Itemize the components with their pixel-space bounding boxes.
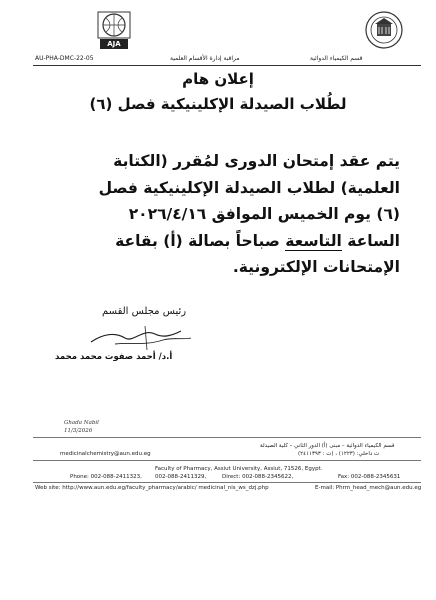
footer-divider-top: [33, 437, 421, 438]
footer-fax: Fax: 002-088-2345631: [338, 474, 401, 480]
footer-address-arabic: قسم الكيمياء الدوائية – مبنى (أ) الدور الثاني – كلية الصيدلة: [260, 443, 395, 449]
time-prefix: الساعة: [347, 231, 400, 250]
notice-body: [34, 148, 400, 281]
time-word-underlined: التاسعة: [285, 231, 342, 250]
footer-email-head: E-mail: Phrm_head_mech@aun.edu.eg: [315, 485, 422, 491]
footer-phone: Phone: 002-088-2411323,: [70, 474, 142, 480]
body-line-1: يتم عقد إمتحان الدورى لمُقرر (الكتابة: [113, 152, 400, 170]
signature-title: رئيس مجلس القسم: [102, 306, 187, 317]
footer-website: Web site: http://www.aun.edu.eg/faculty_pharmacy/arabic/ medicinal_nis_ws_dzj.php: [35, 485, 269, 491]
body-line-2: العلمية) لطلاب الصيدلة الإكلينيكية فصل: [98, 178, 400, 197]
footer-address-english: Faculty of Pharmacy, Assiut University, Assiut, 71526, Egypt.: [155, 466, 323, 472]
document-code: AU-PHA-DMC-22-05: [35, 55, 94, 62]
supervision-header: مراقبة إدارة الأقسام العلمية: [170, 55, 240, 62]
footer-direct: Direct: 002-088-2345622,: [222, 474, 294, 480]
time-suffix: صباحاً بصالة (أ) بقاعة: [115, 231, 280, 250]
footer-email: medicinalchemistry@aun.edu.eg: [60, 451, 151, 457]
handwritten-signature: [85, 322, 195, 354]
footer-divider-mid: [33, 460, 421, 461]
prepared-date: 11/3/2026: [64, 428, 93, 434]
department-header: قسم الكيمياء الدوائية: [310, 55, 363, 62]
body-line-3: (٦) يوم الخميس الموافق ٢٠٢٦/٤/١٦: [128, 205, 400, 223]
university-seal-logo: [364, 10, 404, 50]
footer-divider-bottom: [33, 482, 421, 483]
footer-extension: ت داخلي: (١٢٢٣) ، (ت : ٢٤١١٣٩٣): [298, 451, 380, 457]
notice-heading: إعلان هام: [182, 70, 254, 88]
aja-accreditation-logo: [92, 10, 136, 52]
footer-phone-2: 002-088-2411329,: [155, 474, 207, 480]
body-line-4: [34, 228, 400, 255]
prepared-by: Ghada Nabil: [64, 420, 99, 426]
notice-subheading: لطُلاب الصيدلة الإكلينيكية فصل (٦): [89, 95, 347, 113]
body-line-5: الإمتحانات الإلكترونية.: [232, 258, 400, 276]
header-divider: [33, 65, 421, 66]
signatory-name: أ.د/ أحمد صفوت محمد محمد: [55, 352, 173, 362]
aja-logo-text: AJA: [107, 40, 121, 48]
